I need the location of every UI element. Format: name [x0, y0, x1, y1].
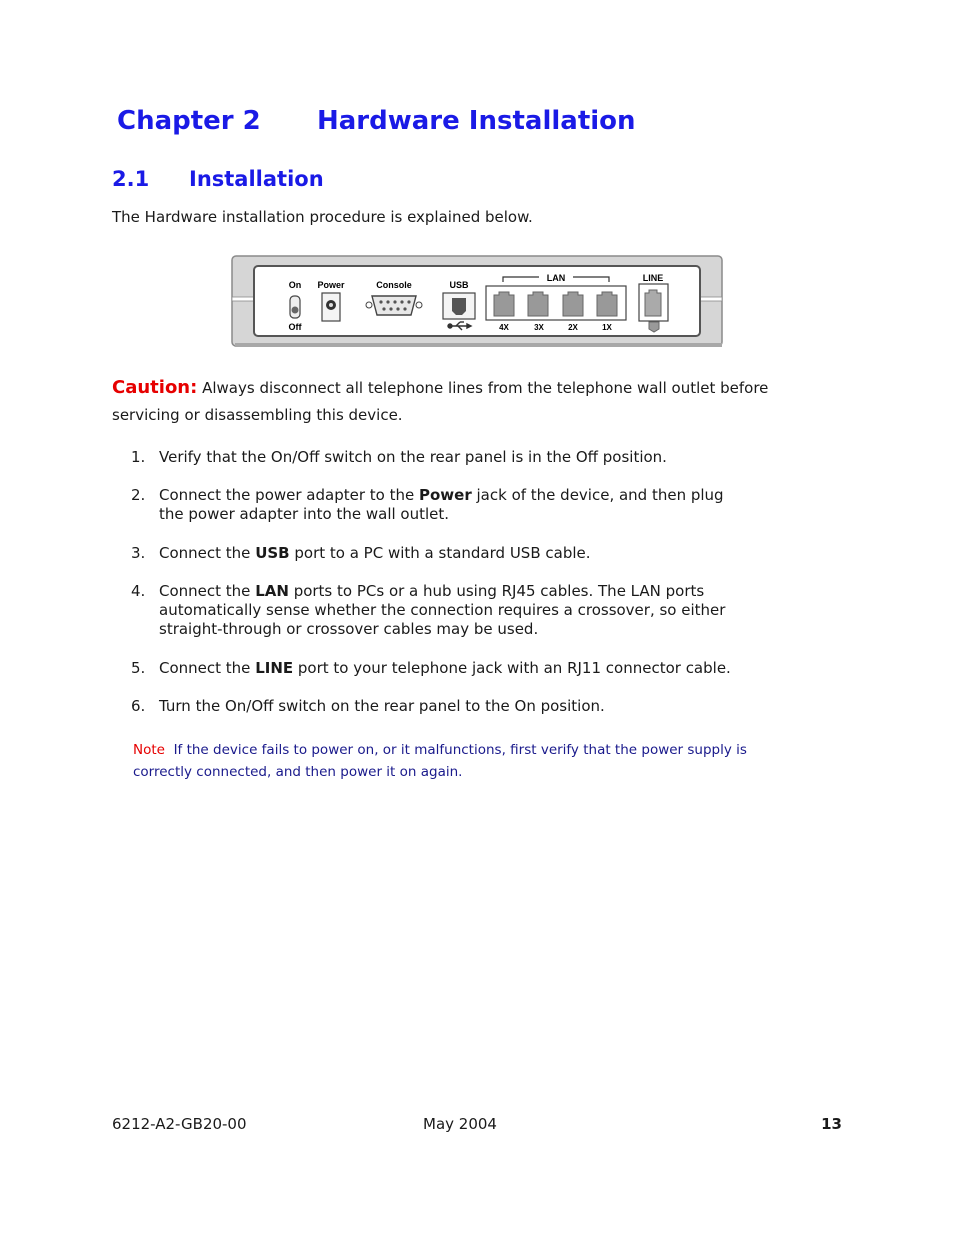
power-switch-icon — [290, 296, 300, 318]
usb-label: USB — [449, 280, 469, 290]
console-label: Console — [376, 280, 412, 290]
line-port-icon — [645, 290, 661, 316]
step-text: Connect the USB port to a PC with a standard USB cable. — [159, 544, 591, 562]
rear-panel-figure — [231, 255, 724, 349]
lan-port-label: 1X — [602, 323, 612, 332]
step-text: Verify that the On/Off switch on the rear panel is in the Off position. — [159, 448, 667, 466]
lan-port-icon — [494, 292, 514, 316]
step-number: 1. — [131, 448, 146, 466]
chapter-title: Hardware Installation — [317, 106, 636, 136]
chapter-number: Chapter 2 — [117, 106, 261, 136]
step-text: Connect the LINE port to your telephone jack with an RJ11 connector cable. — [159, 659, 731, 677]
lan-label: LAN — [546, 273, 566, 283]
off-label: Off — [288, 322, 302, 332]
lan-port-icon — [597, 292, 617, 316]
note-label: Note — [133, 742, 165, 758]
chapter-heading — [117, 106, 636, 136]
section-title: Installation — [189, 167, 324, 191]
footer-date: May 2004 — [423, 1115, 497, 1133]
on-label: On — [288, 280, 302, 290]
section-heading — [112, 167, 324, 191]
power-jack-icon — [322, 293, 340, 321]
lan-port-label: 2X — [568, 323, 578, 332]
section-number: 2.1 — [112, 167, 150, 191]
lan-port-icon — [528, 292, 548, 316]
step-number: 6. — [131, 697, 146, 715]
step-text: Turn the On/Off switch on the rear panel to the On position. — [159, 697, 605, 715]
note-text: If the device fails to power on, or it malfunctions, first verify that the power supply is correctly connected, and then power it on again. — [133, 742, 747, 780]
lan-port-label: 4X — [499, 323, 509, 332]
note-paragraph — [133, 739, 773, 783]
power-label: Power — [317, 280, 345, 290]
step-number: 2. — [131, 486, 146, 504]
step-number: 3. — [131, 544, 146, 562]
page-number: 13 — [821, 1115, 842, 1133]
caution-paragraph — [112, 374, 832, 429]
lan-port-label: 3X — [534, 323, 544, 332]
caution-text: Always disconnect all telephone lines from the telephone wall outlet before servicing or disassembling this device. — [112, 379, 769, 424]
intro-paragraph: The Hardware installation procedure is explained below. — [112, 208, 533, 226]
footer-doc-id: 6212-A2-GB20-00 — [112, 1115, 247, 1133]
lan-port-icon — [563, 292, 583, 316]
step-text: Connect the LAN ports to PCs or a hub using RJ45 cables. The LAN ports automatically sense whether the connection requires a crossover, so either straight-through or crossover cables may be used. — [159, 582, 726, 638]
step-number: 4. — [131, 582, 146, 600]
step-text: Connect the power adapter to the Power jack of the device, and then plug the power adapter into the wall outlet. — [159, 486, 724, 523]
usb-port-icon — [443, 293, 475, 319]
step-number: 5. — [131, 659, 146, 677]
caution-label: Caution: — [112, 377, 198, 398]
line-label: LINE — [642, 273, 664, 283]
